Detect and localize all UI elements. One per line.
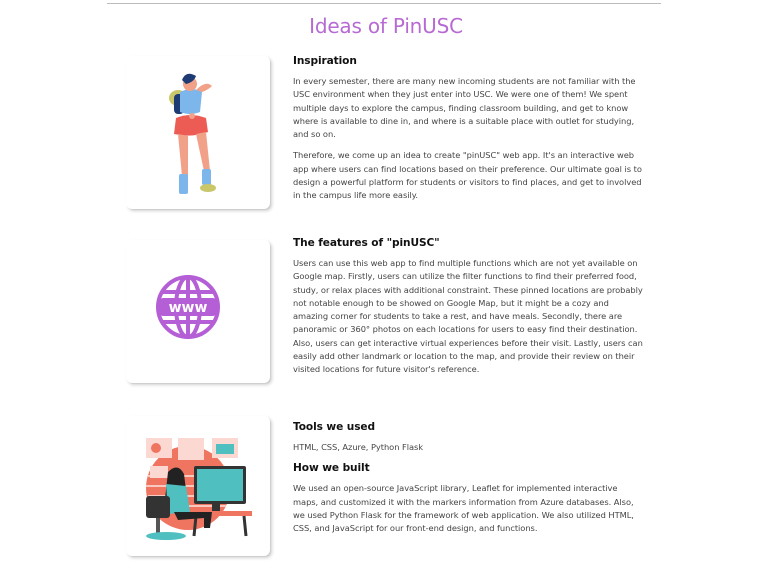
paragraph-tools: HTML, CSS, Azure, Python Flask	[293, 442, 424, 452]
paragraph-features: Users can use this web app to find multiple functions which are not yet available on Google map. Firstly, users can utilize the filter functions to find their preferred food, study, or relax places with additional constraint. These pinned locations are probably not notable enough to be showed on Google Map, but it might be a cozy and amazing corner for students to take a rest, and have meals. Secondly, there are panoramic or 360° photos on each locations for users to easy find their destination. Also, users can get interactive virtual experiences before their visit. Lastly, users can easily add other landmark or location to the map, and provide their review on their visited locations for future visitor's reference.	[293, 258, 643, 375]
paragraph-inspiration-2: Therefore, we come up an idea to create "pinUSC" web app. It's an interactive web app where users can find locations based on their preference. Our ultimate goal is to design a powerful platform for students or visitors to find places, and get to involved in the campus life more easily.	[293, 150, 642, 201]
developer-at-computer-illustration	[126, 416, 270, 556]
heading-how-we-built: How we built	[293, 462, 370, 475]
heading-tools: Tools we used	[293, 421, 375, 433]
svg-text:www: www	[168, 300, 208, 316]
heading-inspiration: Inspiration	[293, 55, 357, 67]
text-features	[293, 237, 645, 385]
paragraph-how-we-built: We used an open-source JavaScript library, Leaflet for implemented interactive maps, and customized it with the markers information from Azure databases. Also, we used Python Flask for the framework of web application. We also utilized HTML, CSS, and JavaScript for our front-end design, and functions.	[293, 483, 634, 534]
image-card-developer	[126, 416, 270, 556]
top-divider	[107, 3, 661, 4]
www-globe-icon	[126, 240, 270, 383]
text-tools	[293, 421, 645, 543]
paragraph-inspiration-1: In every semester, there are many new incoming students are not familiar with the USC environment when they just enter into USC. We were one of them! We spent multiple days to explore the campus, finding classroom building, and get to know where is available to dine in, and where is a suitable place with outlet for studying, and so on.	[293, 76, 636, 140]
page-title: Ideas of PinUSC	[309, 14, 463, 38]
hiker-girl-illustration	[126, 56, 270, 209]
heading-features: The features of "pinUSC"	[293, 237, 440, 249]
image-card-globe	[126, 240, 270, 383]
image-card-hiker	[126, 56, 270, 209]
text-inspiration	[293, 55, 645, 211]
